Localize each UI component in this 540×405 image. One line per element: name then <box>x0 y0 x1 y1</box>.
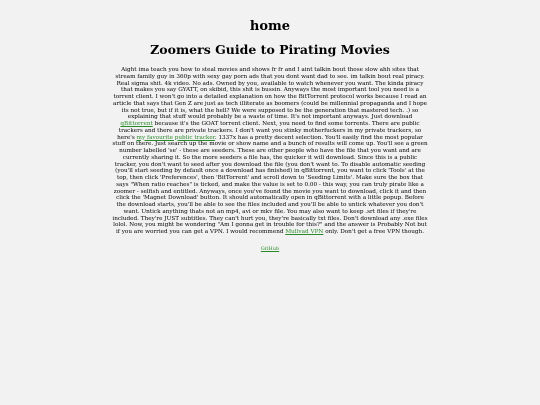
post-title: Zoomers Guide to Pirating Movies <box>150 42 390 57</box>
article-body <box>112 67 428 236</box>
mullvad-vpn-link[interactable]: Mullvad VPN <box>285 229 324 235</box>
public-tracker-link[interactable]: my favourite public tracker <box>136 134 215 141</box>
github-link[interactable]: GitHub <box>260 246 280 252</box>
article-text: because it's the GOAT torrent client. Next, you need to find some torrents. There are public trackers and there are private trackers. I don't want you stinky motherfuckers in my private trackers, so here's <box>117 121 422 141</box>
article-text: . 1337x has a pretty decent selection. You'll easily find the most popular stuff on there. Just search up the movie or show name and a bunch of results will come up. You'll see a green number labelled 'se' - these are seeders. These are other people who have the file that you want and are currently sharing it. So the more seeders a file has, the quicker it will download. Since this is a public tracker, you don't want to seed after you download the file (you don't want to. To disable automatic seeding (you'll start seeding by default once a download has finished) in qBittorrent, you want to click 'Tools' at the top, then click 'Preferences', then 'BitTorrent' and scroll down to 'Seeding Limits'. Make sure the box that says "When ratio reaches" is ticked, and make the value is set to 0.00 - this way, you can truly pirate like a zoomer - selfish and entitled. Anyways, once you've found the movie you want to download, click it and then click the 'Magnet Download' button. It should automatically open in qBittorrent with a little popup. Before the download starts, you'll be able to see the files included and you'll be able to untick whatever you don't want. Untick anything thats not an mp4, avi or mkv file. You may also want to keep .srt files if they're included. They're JUST subtitles. They can't hurt you, they're basically txt files. Don't download any .exe files lolol. Now, you might be wondering "Am I gonna get in trouble for this?" and the answer is Probably Not but if you are worried you can get a VPN. I would recommend <box>112 134 428 235</box>
article-text: only. Don't get a free VPN though. <box>323 229 425 235</box>
site-title <box>0 18 540 36</box>
article-text: Aight ima teach you how to steal movies and shows fr fr and I aint talkin bout those slow ahh sites that stream family guy in 360p with sexy gay porn ads that you dont want dad to see. im talkin bout real piracy. Real sigma shit. 4k video. No ads. Owned by you, available to watch whenever you want. The kinda piracy that makes you say GYATT, on skibid, this shit is bussin. Anyways the most important tool you need is a torrent client. I won't go into a detailed explanation on how the BitTorrent protocol works because I read an article that says that Gen Z are just as tech illiterate as boomers (could be millennial propaganda and I hope its not true, but if it is, what the hell? We were supposed to be the generation that mastered tech. .) so explaining that stuff would probably be a waste of time. It's not important anyways. Just download <box>112 67 428 121</box>
site-title-text: home <box>249 19 291 34</box>
qbittorrent-link[interactable]: qBittorrent <box>120 121 153 127</box>
footer <box>0 246 540 253</box>
